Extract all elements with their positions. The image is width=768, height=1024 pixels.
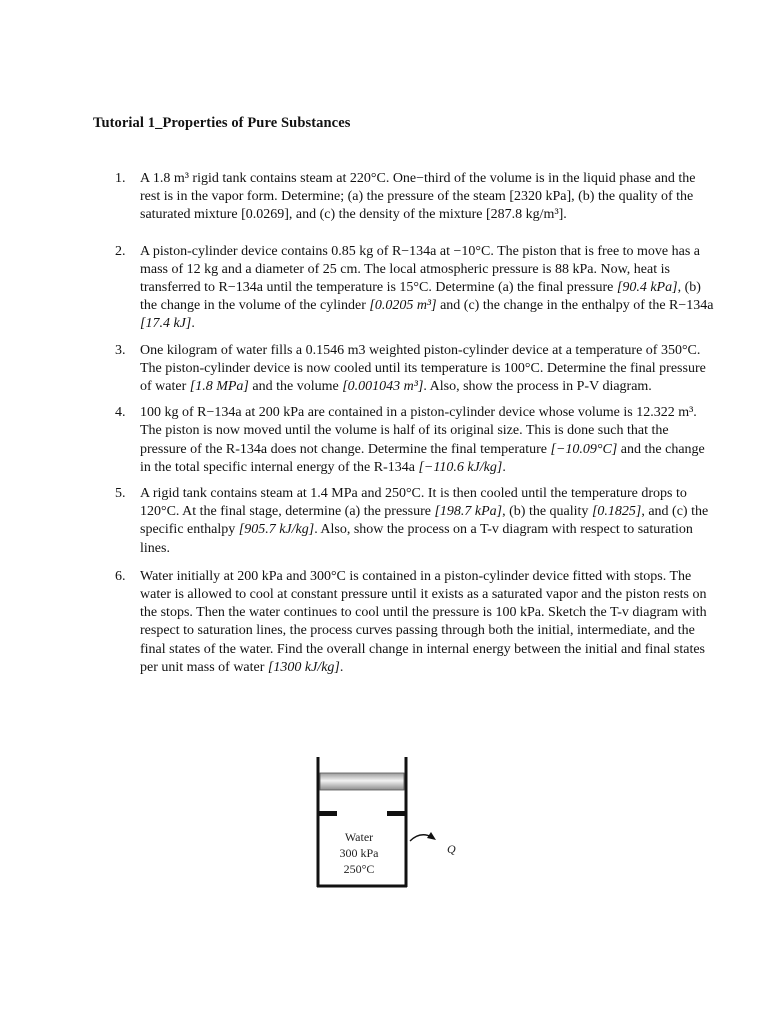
problem-text-part: A piston-cylinder device contains 0.85 kg of R−134a at −10°C. The piston that is free to move has a mass of 12 kg and a diameter of 25 cm. The local atmospheric pressure is 88 kPa. Now, heat is transferred to R−134a until the temperature is 15°C. Determine (a) the final pressure (140, 243, 701, 296)
left-stop (319, 811, 337, 816)
piston-cylinder-diagram (290, 755, 490, 895)
water-label: Water (344, 830, 374, 844)
problem-text-part: . Also, show the process in P-V diagram. (423, 379, 652, 395)
answer-value: [−10.09°C] (550, 441, 618, 457)
problem-text-part: , and (c) the specific enthalpy (140, 504, 709, 538)
problem-text-part: and the volume (248, 379, 343, 395)
answer-value: [−110.6 kJ/kg] (418, 459, 503, 475)
problem-text (140, 243, 715, 334)
temperature-label: 250°C (343, 862, 375, 876)
answer-value: [198.7 kPa] (434, 504, 503, 520)
problem-text (140, 170, 715, 225)
answer-value: [90.4 kPa] (616, 280, 678, 296)
pressure-label: 300 kPa (339, 846, 379, 860)
problem-number: 1. (115, 171, 126, 186)
problem-text (140, 485, 715, 558)
problem-number: 4. (115, 405, 126, 421)
problem-4 (115, 404, 715, 477)
problem-text-part: One kilogram of water fills a 0.1546 m3 weighted piston-cylinder device at a temperature of 350°C. The piston-cylinder device is now cooled until its temperature is 100°C. Determine the final pressure of water (140, 342, 706, 395)
problem-text (140, 342, 715, 397)
piston-cylinder-figure (290, 755, 490, 895)
problem-1 (115, 170, 715, 225)
right-stop (387, 811, 405, 816)
problem-number: 5. (115, 486, 126, 502)
problem-text-part: , (b) the change in the volume of the cylinder (140, 280, 701, 314)
problem-text-part: Water initially at 200 kPa and 300°C is contained in a piston-cylinder device fitted with stops. The water is allowed to cool at constant pressure until it exists as a saturated vapor and the piston rests on the stops. Then the water continues to cool until the pressure is 100 kPa. Sketch the T-v diagram with respect to saturation lines, the process curves passing through both the initial, intermediate, and the final states of the water. Find the overall change in internal energy between the initial and final states per unit mass of water (140, 568, 707, 675)
problem-list (115, 170, 715, 677)
problem-3 (115, 342, 715, 397)
problem-5 (115, 485, 715, 558)
problem-text-part: . (502, 459, 506, 475)
page-title: Tutorial 1_Properties of Pure Substances (93, 115, 351, 131)
problem-2 (115, 243, 715, 334)
problem-text-part: A rigid tank contains steam at 1.4 MPa and 250°C. It is then cooled until the temperature drops to 120°C. At the final stage, determine (a) the pressure (140, 486, 687, 520)
problem-text-part: . (339, 659, 344, 675)
problem-text-part: 100 kg of R−134a at 200 kPa are contained in a piston-cylinder device whose volume is 12.322 m³. The piston is now moved until the volume is half of its original size. This is done such that the pressure of the R-134a does not change. Determine the final temperature (140, 405, 697, 457)
answer-value: [0.1825] (591, 504, 642, 520)
answer-value: [17.4 kJ] (140, 316, 192, 332)
answer-value: [1.8 MPa] (189, 379, 249, 395)
problem-number: 2. (115, 243, 126, 259)
problem-text-part: A 1.8 m³ rigid tank contains steam at 220°C. One−third of the volume is in the liquid phase and the rest is in the vapor form. Determine; (a) the pressure of the steam [2320 kPa], (b) the quality of the saturated mixture [0.0269], and (c) the density of the mixture [287.8 kg/m³]. (140, 171, 696, 223)
problem-number: 3. (115, 342, 126, 358)
problem-text-part: . Also, show the process on a T-v diagram with respect to saturation lines. (140, 522, 693, 556)
problem-text-part: , (b) the quality (502, 504, 592, 520)
answer-value: [1300 kJ/kg] (267, 659, 340, 675)
problem-text (140, 568, 715, 677)
heat-arrow-head (427, 832, 436, 840)
problem-6 (115, 568, 715, 677)
answer-value: [905.7 kJ/kg] (238, 522, 315, 538)
problem-text-part: and (c) the change in the enthalpy of the R−134a (436, 298, 714, 314)
problem-number: 6. (115, 568, 126, 584)
problem-text (140, 404, 715, 477)
answer-value: [0.0205 m³] (369, 298, 437, 314)
heat-label: Q (447, 842, 456, 856)
problem-text-part: and the change in the total specific internal energy of the R-134a (140, 441, 705, 475)
piston (320, 773, 404, 790)
answer-value: [0.001043 m³] (342, 379, 424, 395)
problem-text-part: . (191, 316, 195, 332)
